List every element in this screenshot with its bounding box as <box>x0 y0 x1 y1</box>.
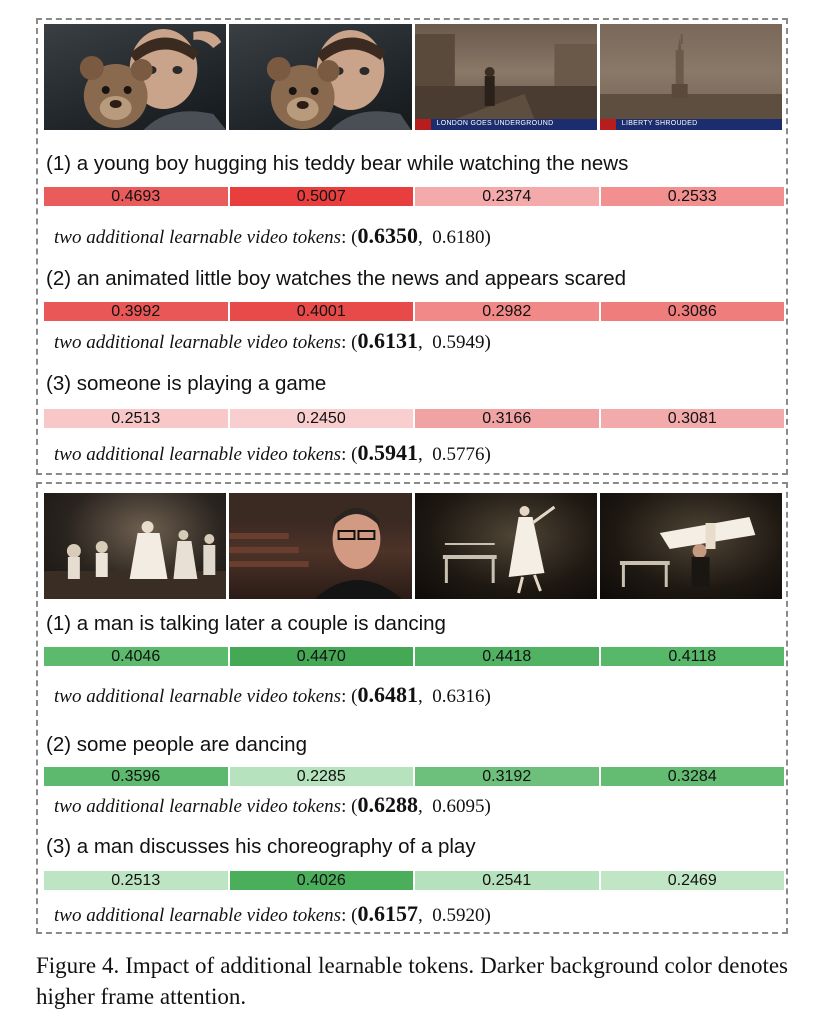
token-scores: two additional learnable video tokens: (0.6350, 0.6180) <box>54 223 491 248</box>
caption-text: (3) someone is playing a game <box>46 372 327 395</box>
stage-dancers-frame <box>44 493 226 599</box>
attention-bar-row <box>44 187 784 206</box>
bottom-frame-strip <box>44 493 782 599</box>
token-score-1: 0.6131 <box>357 328 418 353</box>
token-label: two additional learnable video tokens <box>54 227 342 248</box>
top-example-panel <box>36 18 788 475</box>
token-score-2: 0.5776 <box>432 444 485 465</box>
token-label: two additional learnable video tokens <box>54 796 342 817</box>
attention-cell: 0.4001 <box>230 302 414 321</box>
token-score-2: 0.5920 <box>432 905 485 926</box>
ballet-couple-frame-1 <box>415 493 597 599</box>
attention-cell: 0.2982 <box>415 302 599 321</box>
attention-cell: 0.2533 <box>601 187 785 206</box>
token-score-2: 0.5949 <box>432 332 485 353</box>
attention-cell: 0.2541 <box>415 871 599 890</box>
token-scores: two additional learnable video tokens: (0.6157, 0.5920) <box>54 901 491 926</box>
token-score-2: 0.6316 <box>432 686 485 707</box>
attention-cell: 0.3086 <box>601 302 785 321</box>
token-scores: two additional learnable video tokens: (0.6288, 0.6095) <box>54 792 491 817</box>
news-underground-frame <box>415 24 597 130</box>
token-scores: two additional learnable video tokens: (0.6131, 0.5949) <box>54 328 491 353</box>
caption-text: (1) a man is talking later a couple is dancing <box>46 612 446 635</box>
caption-text: (1) a young boy hugging his teddy bear while watching the news <box>46 152 629 175</box>
man-talking-frame <box>229 493 411 599</box>
attention-cell: 0.2450 <box>230 409 414 428</box>
token-score-1: 0.6157 <box>357 901 418 926</box>
token-scores: two additional learnable video tokens: (0.5941, 0.5776) <box>54 440 491 465</box>
token-score-1: 0.5941 <box>357 440 418 465</box>
news-ticker <box>600 119 782 130</box>
attention-cell: 0.5007 <box>230 187 414 206</box>
bottom-example-panel <box>36 482 788 934</box>
ballet-couple-frame-2 <box>600 493 782 599</box>
boy-teddy-frame-1 <box>44 24 226 130</box>
token-label: two additional learnable video tokens <box>54 686 342 707</box>
attention-cell: 0.2374 <box>415 187 599 206</box>
attention-cell: 0.4470 <box>230 647 414 666</box>
attention-cell: 0.3081 <box>601 409 785 428</box>
token-scores: two additional learnable video tokens: (0.6481, 0.6316) <box>54 682 491 707</box>
attention-cell: 0.3596 <box>44 767 228 786</box>
news-ticker <box>415 119 597 130</box>
token-score-1: 0.6350 <box>357 223 418 248</box>
attention-cell: 0.3192 <box>415 767 599 786</box>
attention-bar-row <box>44 302 784 321</box>
figure-caption: Figure 4. Impact of additional learnable tokens. Darker background color denotes higher frame attention. <box>36 953 788 1009</box>
attention-cell: 0.4026 <box>230 871 414 890</box>
token-label: two additional learnable video tokens <box>54 905 342 926</box>
attention-cell: 0.4046 <box>44 647 228 666</box>
boy-teddy-frame-2 <box>229 24 411 130</box>
top-frame-strip <box>44 24 782 130</box>
token-score-1: 0.6288 <box>357 792 418 817</box>
attention-cell: 0.3166 <box>415 409 599 428</box>
token-label: two additional learnable video tokens <box>54 444 342 465</box>
attention-cell: 0.4418 <box>415 647 599 666</box>
attention-bar-row <box>44 409 784 428</box>
token-score-1: 0.6481 <box>357 682 418 707</box>
attention-bar-row <box>44 871 784 890</box>
attention-cell: 0.2469 <box>601 871 785 890</box>
attention-cell: 0.4118 <box>601 647 785 666</box>
caption-text: (2) an animated little boy watches the news and appears scared <box>46 267 627 290</box>
attention-cell: 0.4693 <box>44 187 228 206</box>
attention-cell: 0.2285 <box>230 767 414 786</box>
token-label: two additional learnable video tokens <box>54 332 342 353</box>
attention-bar-row <box>44 767 784 786</box>
attention-cell: 0.3284 <box>601 767 785 786</box>
ticker-text: LIBERTY SHROUDED <box>621 120 698 127</box>
caption-text: (3) a man discusses his choreography of a play <box>46 835 476 858</box>
attention-cell: 0.2513 <box>44 871 228 890</box>
news-liberty-frame <box>600 24 782 130</box>
attention-cell: 0.2513 <box>44 409 228 428</box>
attention-bar-row <box>44 647 784 666</box>
attention-cell: 0.3992 <box>44 302 228 321</box>
ticker-text: LONDON GOES UNDERGROUND <box>436 120 554 127</box>
caption-text: (2) some people are dancing <box>46 733 307 756</box>
token-score-2: 0.6095 <box>432 796 485 817</box>
token-score-2: 0.6180 <box>432 227 485 248</box>
